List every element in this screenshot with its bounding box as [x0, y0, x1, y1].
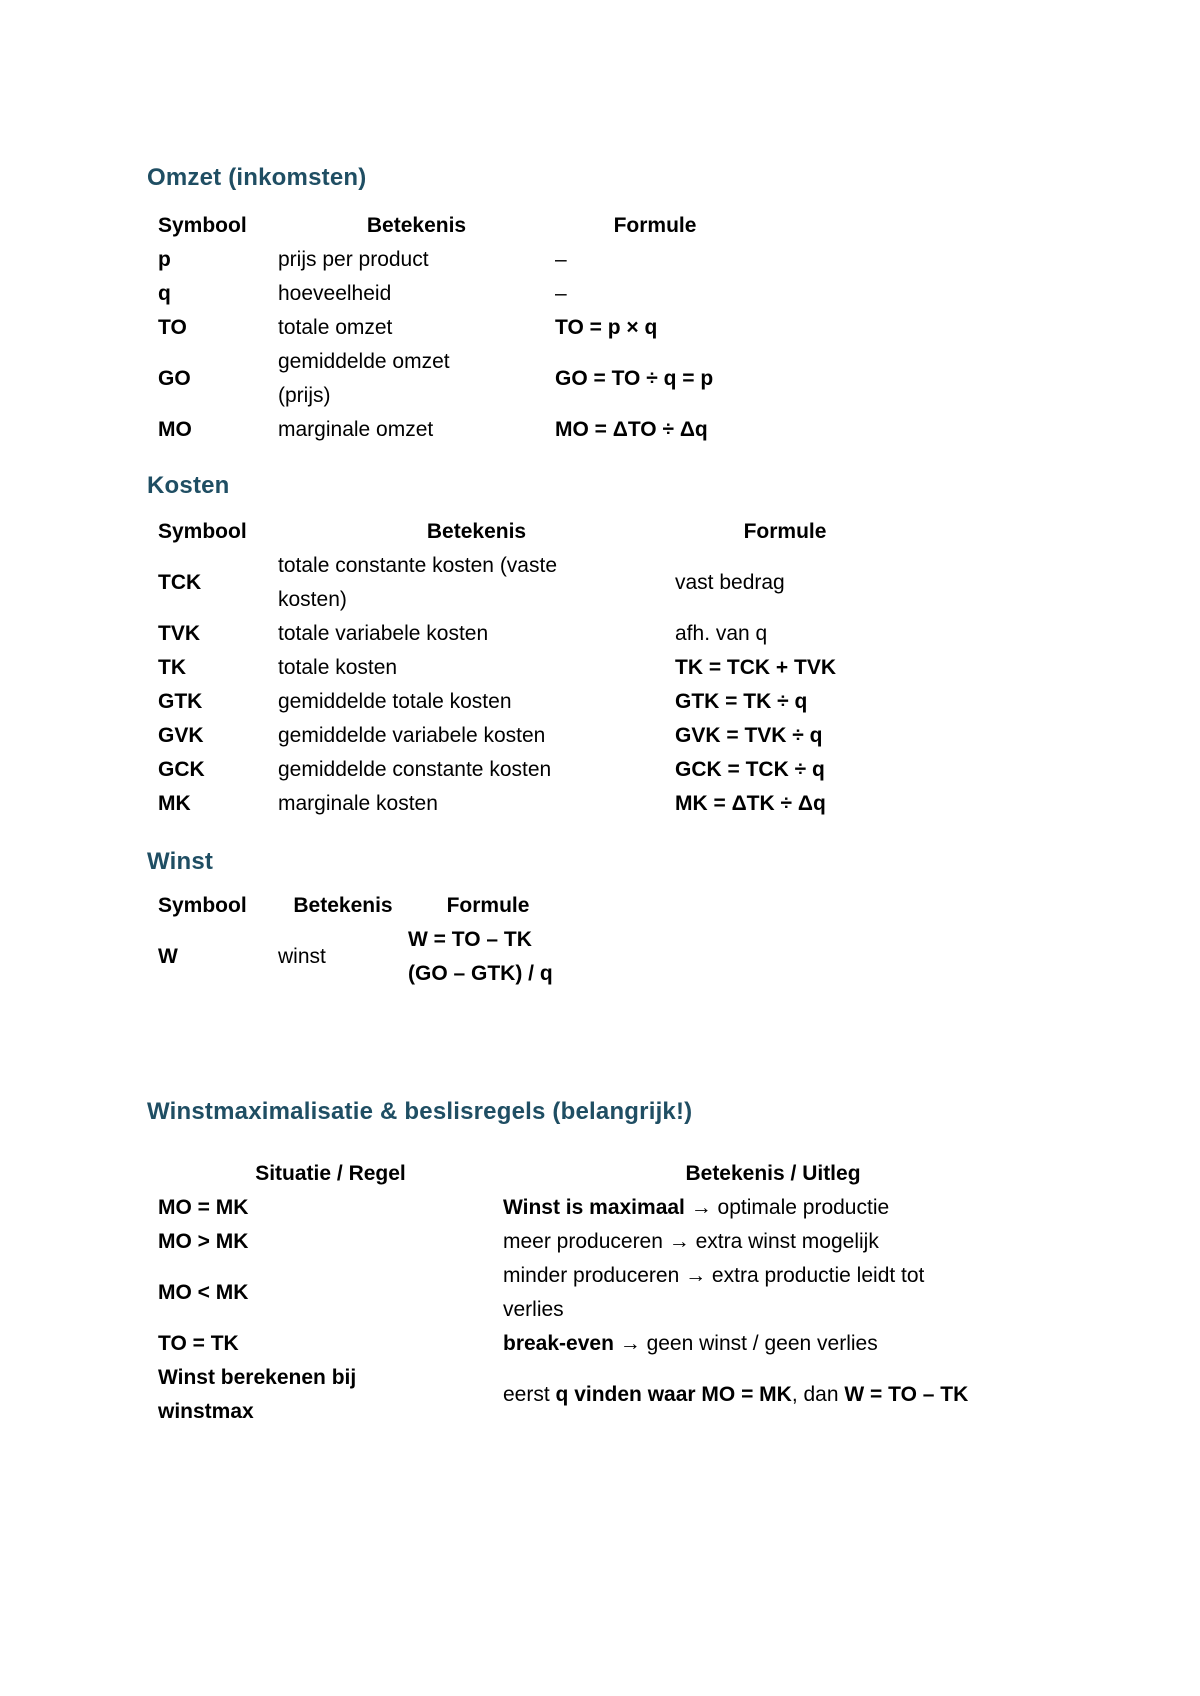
section-title-omzet: Omzet (inkomsten)	[147, 164, 367, 191]
meaning-cell: totale variabele kosten	[278, 622, 489, 645]
rule-cell	[158, 1259, 503, 1327]
meaning-cell: hoeveelheid	[278, 282, 392, 305]
explanation-text	[503, 1225, 983, 1259]
header-symbool: Symbool	[158, 894, 247, 917]
header-situatie: Situatie / Regel	[255, 1162, 406, 1185]
table-row	[158, 651, 895, 685]
rule-text: MO = MK	[158, 1196, 249, 1219]
table-row	[158, 1361, 1043, 1429]
formula-cell: –	[555, 282, 567, 305]
formula-cell: MK = ΔTK ÷ Δq	[675, 792, 826, 815]
formula-cell: vast bedrag	[675, 571, 785, 594]
header-symbool: Symbool	[158, 214, 247, 237]
table-row	[158, 1225, 1043, 1259]
symbol-cell: MK	[158, 792, 191, 815]
symbol-cell: GO	[158, 367, 191, 390]
symbol-cell: GTK	[158, 690, 203, 713]
explanation-cell	[503, 1225, 1043, 1259]
explanation-cell	[503, 1361, 1043, 1429]
meaning-cell	[278, 549, 675, 617]
formula-cell: –	[555, 248, 567, 271]
rule-text: TO = TK	[158, 1332, 239, 1355]
section-title-winst: Winst	[147, 848, 214, 875]
meaning-cell: marginale kosten	[278, 792, 438, 815]
header-formule: Formule	[743, 520, 827, 543]
formula-cell: GO = TO ÷ q = p	[555, 367, 714, 390]
explanation-part: → optimale productie	[684, 1196, 890, 1219]
table-row	[158, 345, 755, 413]
meaning-cell: totale omzet	[278, 316, 393, 339]
table-row	[158, 277, 755, 311]
table-row	[158, 1191, 1043, 1225]
regels-table	[158, 1157, 1043, 1429]
rule-cell	[158, 1191, 503, 1225]
header-symbool: Symbool	[158, 520, 247, 543]
explanation-cell	[503, 1191, 1043, 1225]
formula-cell: GVK = TVK ÷ q	[675, 724, 823, 747]
table-row	[158, 311, 755, 345]
table-row	[158, 413, 755, 447]
winst-table	[158, 889, 568, 991]
symbol-cell: TCK	[158, 571, 202, 594]
explanation-part: → geen winst / geen verlies	[613, 1332, 878, 1355]
rule-text: MO < MK	[158, 1281, 249, 1304]
symbol-cell: TK	[158, 656, 186, 679]
explanation-part: meer produceren → extra winst mogelijk	[503, 1230, 879, 1253]
meaning-cell: gemiddelde totale kosten	[278, 690, 512, 713]
meaning-cell: totale kosten	[278, 656, 398, 679]
formula-cell: TO = p × q	[555, 316, 658, 339]
explanation-text	[503, 1378, 983, 1412]
formula-line-2: (GO – GTK) / q	[408, 962, 553, 985]
table-row	[158, 243, 755, 277]
explanation-bold-part: break-even	[503, 1332, 614, 1355]
table-row	[158, 719, 895, 753]
formula-cell: GCK = TCK ÷ q	[675, 758, 825, 781]
table-row	[158, 753, 895, 787]
table-row	[158, 685, 895, 719]
explanation-cell	[503, 1259, 1043, 1327]
explanation-text	[503, 1327, 983, 1361]
omzet-table	[158, 209, 755, 447]
formula-cell: GTK = TK ÷ q	[675, 690, 808, 713]
meaning-text: totale constante kosten (vaste kosten)	[278, 554, 557, 611]
explanation-text	[503, 1259, 983, 1327]
symbol-cell: MO	[158, 418, 192, 441]
explanation-cell	[503, 1327, 1043, 1361]
table-header-row	[158, 889, 568, 923]
table-header-row	[158, 209, 755, 243]
symbol-cell: q	[158, 282, 171, 305]
header-formule: Formule	[613, 214, 697, 237]
explanation-part: eerst	[503, 1383, 556, 1406]
table-row	[158, 1327, 1043, 1361]
table-header-row	[158, 515, 895, 549]
meaning-text: gemiddelde omzet (prijs)	[278, 350, 450, 407]
section-title-kosten: Kosten	[147, 472, 230, 499]
table-row	[158, 1259, 1043, 1327]
symbol-cell: W	[158, 945, 178, 968]
symbol-cell: TVK	[158, 622, 200, 645]
meaning-cell: winst	[278, 945, 326, 968]
symbol-cell: p	[158, 248, 171, 271]
rule-cell	[158, 1361, 503, 1429]
formula-cell: MO = ΔTO ÷ Δq	[555, 418, 708, 441]
rule-text: Winst berekenen bij winstmax	[158, 1366, 357, 1423]
table-row	[158, 549, 895, 617]
table-row	[158, 787, 895, 821]
header-uitleg: Betekenis / Uitleg	[685, 1162, 861, 1185]
formula-cell: afh. van q	[675, 622, 768, 645]
explanation-part: , dan	[791, 1383, 845, 1406]
meaning-cell: gemiddelde constante kosten	[278, 758, 552, 781]
explanation-part: minder produceren → extra productie leidt tot verlies	[503, 1264, 925, 1321]
header-betekenis	[278, 889, 408, 923]
explanation-bold-part: W = TO – TK	[844, 1383, 969, 1406]
header-betekenis: Betekenis	[426, 520, 527, 543]
explanation-bold-part: q vinden waar MO = MK	[555, 1383, 792, 1406]
header-formule: Formule	[446, 894, 530, 917]
rule-text: MO > MK	[158, 1230, 249, 1253]
header-betekenis-text: Betekenis	[293, 894, 393, 917]
meaning-cell: gemiddelde variabele kosten	[278, 724, 546, 747]
meaning-cell	[278, 345, 555, 413]
symbol-cell: GCK	[158, 758, 205, 781]
formula-cell	[408, 923, 568, 991]
explanation-bold-part: Winst is maximaal	[503, 1196, 685, 1219]
section-title-regels: Winstmaximalisatie & beslisregels (belangrijk!)	[147, 1098, 693, 1125]
rule-cell	[158, 1225, 503, 1259]
table-row	[158, 923, 568, 991]
symbol-cell: GVK	[158, 724, 204, 747]
table-header-row	[158, 1157, 1043, 1191]
kosten-table	[158, 515, 895, 821]
formula-cell: TK = TCK + TVK	[675, 656, 837, 679]
header-betekenis: Betekenis	[366, 214, 467, 237]
symbol-cell: TO	[158, 316, 187, 339]
rule-cell	[158, 1327, 503, 1361]
meaning-cell: prijs per product	[278, 248, 429, 271]
table-row	[158, 617, 895, 651]
explanation-text	[503, 1191, 983, 1225]
meaning-cell: marginale omzet	[278, 418, 434, 441]
formula-line-1: W = TO – TK	[408, 928, 532, 951]
